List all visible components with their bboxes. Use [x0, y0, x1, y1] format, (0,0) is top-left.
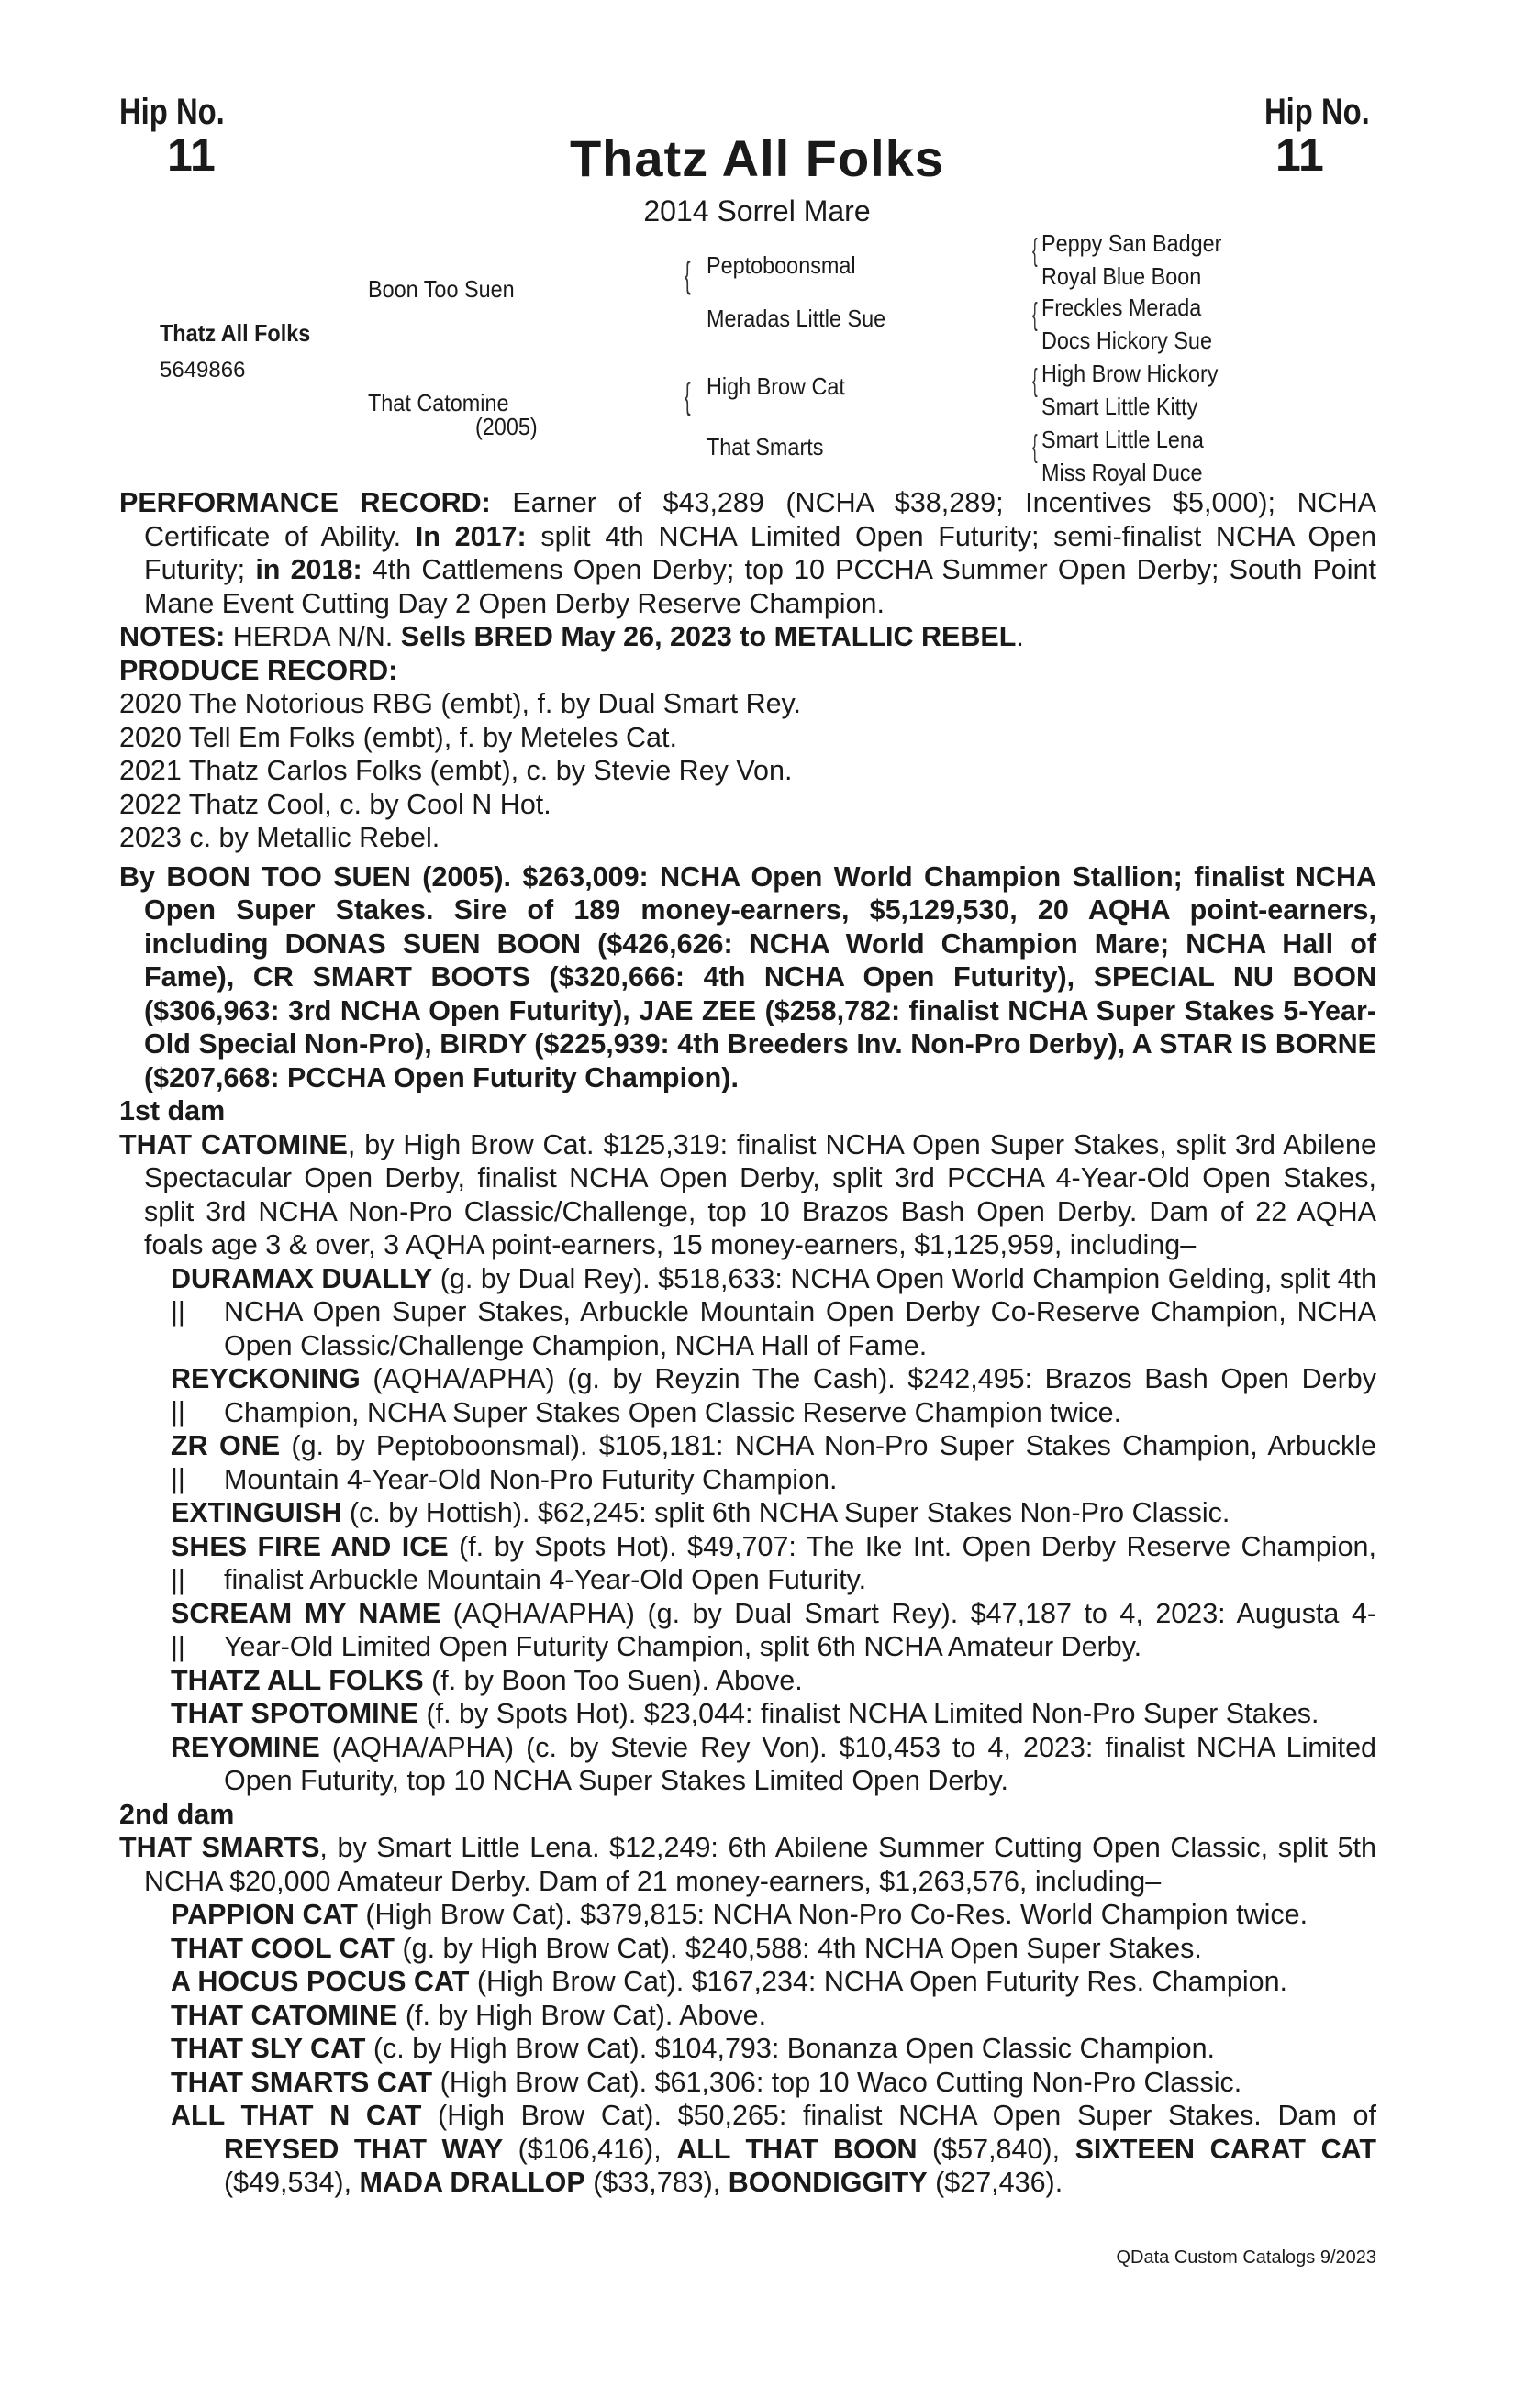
- gen4-name: Royal Blue Boon: [1041, 262, 1202, 290]
- brace-icon: {: [1032, 297, 1038, 332]
- brace-icon: {: [685, 376, 691, 416]
- first-dam-paragraph: THAT CATOMINE, by High Brow Cat. $125,319: finalist NCHA Open Super Stakes, split 3rd Abilene Spectacular Open Derby, finalist NCHA Open Derby, split 3rd PCCHA 4-Year-Old Open Stakes, split 3rd NCHA Non-Pro Classic/Challenge, top 10 Brazos Bash Open Derby. Dam of 22 AQHA foals age 3 & over, 3 AQHA point-earners, 15 money-earners, $1,125,959, including–: [119, 1128, 1376, 1260]
- gen4-name: Smart Little Lena: [1041, 426, 1204, 453]
- offspring-entry: || ZR ONE (g. by Peptoboonsmal). $105,181: NCHA Non-Pro Super Stakes Champion, Arbuckle Mountain 4-Year-Old Non-Pro Futurity Champion.: [171, 1430, 1376, 1495]
- hip-number-left: 11: [167, 129, 216, 181]
- catalog-body: [119, 486, 1376, 2200]
- horse-name: Thatz All Folks: [160, 319, 311, 347]
- offspring-entry: THAT SLY CAT (c. by High Brow Cat). $104,793: Bonanza Open Classic Champion.: [171, 2033, 1216, 2064]
- performance-record: PERFORMANCE RECORD: Earner of $43,289 (NCHA $38,289; Incentives $5,000); NCHA Certificate of Ability. In 2017: split 4th NCHA Limited Open Futurity; semi-finalist NCHA Open Futurity; in 2018: 4th Cattlemens Open Derby; top 10 PCCHA Summer Open Derby; South Point Mane Event Cutting Day 2 Open Derby Reserve Champion.: [119, 487, 1376, 619]
- gen4-name: Docs Hickory Sue: [1041, 327, 1212, 354]
- offspring-entry: THAT SMARTS CAT (High Brow Cat). $61,306: top 10 Waco Cutting Non-Pro Classic.: [171, 2066, 1242, 2098]
- brace-icon: {: [1032, 233, 1038, 268]
- sire-sire-name: Peptoboonsmal: [707, 251, 856, 279]
- brace-icon: {: [685, 255, 691, 295]
- dam-name: That Catomine: [368, 389, 509, 416]
- horse-registration: 5649866: [160, 358, 246, 383]
- offspring-entry: THATZ ALL FOLKS (f. by Boon Too Suen). Above.: [171, 1664, 803, 1696]
- offspring-entry: || REYCKONING (AQHA/APHA) (g. by Reyzin The Cash). $242,495: Brazos Bash Open Derby Champion, NCHA Super Stakes Open Classic Reserve Champion twice.: [171, 1363, 1376, 1428]
- sire-dam-name: Meradas Little Sue: [707, 305, 886, 332]
- offspring-entry: A HOCUS POCUS CAT (High Brow Cat). $167,234: NCHA Open Futurity Res. Champion.: [171, 1966, 1288, 1997]
- produce-line: 2021 Thatz Carlos Folks (embt), c. by Stevie Rey Von.: [119, 755, 793, 786]
- offspring-entry: || DURAMAX DUALLY (g. by Dual Rey). $518,633: NCHA Open World Champion Gelding, split 4th NCHA Open Super Stakes, Arbuckle Mountain Open Derby Co-Reserve Champion, NCHA Open Classic/Challenge Champion, NCHA Hall of Fame.: [171, 1262, 1376, 1361]
- second-dam-heading: 2nd dam: [119, 1798, 235, 1830]
- brace-icon: {: [1032, 363, 1038, 398]
- dam-sire-name: High Brow Cat: [707, 372, 845, 400]
- page-subtitle: 2014 Sorrel Mare: [643, 194, 871, 227]
- dam-dam-name: That Smarts: [707, 433, 824, 461]
- brace-icon: {: [1032, 429, 1038, 464]
- produce-line: 2023 c. by Metallic Rebel.: [119, 822, 440, 853]
- offspring-entry: THAT CATOMINE (f. by High Brow Cat). Above.: [171, 1999, 767, 2031]
- dam-year: (2005): [475, 413, 538, 440]
- footer-credit: QData Custom Catalogs 9/2023: [1116, 2247, 1376, 2268]
- produce-line: 2020 The Notorious RBG (embt), f. by Dual Smart Rey.: [119, 688, 802, 719]
- offspring-entry: || SHES FIRE AND ICE (f. by Spots Hot). $49,707: The Ike Int. Open Derby Reserve Champion, finalist Arbuckle Mountain 4-Year-Old Open Futurity.: [171, 1530, 1376, 1595]
- produce-record-heading: PRODUCE RECORD:: [119, 654, 398, 686]
- offspring-entry: REYOMINE (AQHA/APHA) (c. by Stevie Rey Von). $10,453 to 4, 2023: finalist NCHA Limited Open Futurity, top 10 NCHA Super Stakes Limited Open Derby.: [171, 1731, 1376, 1796]
- produce-line: 2022 Thatz Cool, c. by Cool N Hot.: [119, 788, 551, 820]
- first-dam-heading: 1st dam: [119, 1095, 226, 1126]
- offspring-entry: THAT SPOTOMINE (f. by Spots Hot). $23,044: finalist NCHA Limited Non-Pro Super Stakes.: [171, 1698, 1319, 1729]
- second-dam-paragraph: THAT SMARTS, by Smart Little Lena. $12,249: 6th Abilene Summer Cutting Open Classic, split 5th NCHA $20,000 Amateur Derby. Dam of 21 money-earners, $1,263,576, including–: [119, 1832, 1376, 1897]
- offspring-entry: THAT COOL CAT (g. by High Brow Cat). $240,588: 4th NCHA Open Super Stakes.: [171, 1932, 1202, 1964]
- hip-label-right: Hip No.: [1264, 92, 1370, 132]
- offspring-entry: PAPPION CAT (High Brow Cat). $379,815: NCHA Non-Pro Co-Res. World Champion twice.: [171, 1899, 1308, 1930]
- gen4-name: Freckles Merada: [1041, 294, 1202, 321]
- sire-paragraph: By BOON TOO SUEN (2005). $263,009: NCHA Open World Champion Stallion; finalist NCHA Open Super Stakes. Sire of 189 money-earners, $5,129,530, 20 AQHA point-earners, including DONAS SUEN BOON ($426,626: NCHA World Champion Mare; NCHA Hall of Fame), CR SMART BOOTS ($320,666: 4th NCHA Open Futurity), SPECIAL NU BOON ($306,963: 3rd NCHA Open Futurity), JAE ZEE ($258,782: finalist NCHA Super Stakes 5-Year-Old Special Non-Pro), BIRDY ($225,939: 4th Breeders Inv. Non-Pro Derby), A STAR IS BORNE ($207,668: PCCHA Open Futurity Champion).: [119, 860, 1376, 1093]
- page-title: Thatz All Folks: [569, 129, 945, 187]
- notes: NOTES: HERDA N/N. Sells BRED May 26, 2023 to METALLIC REBEL.: [119, 621, 1024, 652]
- sire-name: Boon Too Suen: [368, 275, 515, 303]
- gen4-name: Smart Little Kitty: [1041, 393, 1198, 420]
- gen4-name: Miss Royal Duce: [1041, 459, 1203, 486]
- produce-line: 2020 Tell Em Folks (embt), f. by Meteles Cat.: [119, 721, 677, 753]
- hip-number-right: 11: [1275, 129, 1324, 181]
- gen4-name: High Brow Hickory: [1041, 360, 1219, 387]
- hip-label-left: Hip No.: [119, 92, 225, 132]
- offspring-entry: || SCREAM MY NAME (AQHA/APHA) (g. by Dual Smart Rey). $47,187 to 4, 2023: Augusta 4-Year-Old Limited Open Futurity Champion, split 6th NCHA Amateur Derby.: [171, 1597, 1377, 1662]
- offspring-entry: ALL THAT N CAT (High Brow Cat). $50,265: finalist NCHA Open Super Stakes. Dam of REYSED THAT WAY ($106,416), ALL THAT BOON ($57,840), SIXTEEN CARAT CAT ($49,534), MADA DRALLOP ($33,783), BOONDIGGITY ($27,436).: [171, 2100, 1376, 2198]
- offspring-entry: EXTINGUISH (c. by Hottish). $62,245: split 6th NCHA Super Stakes Non-Pro Classic.: [171, 1497, 1230, 1528]
- gen4-name: Peppy San Badger: [1041, 229, 1222, 257]
